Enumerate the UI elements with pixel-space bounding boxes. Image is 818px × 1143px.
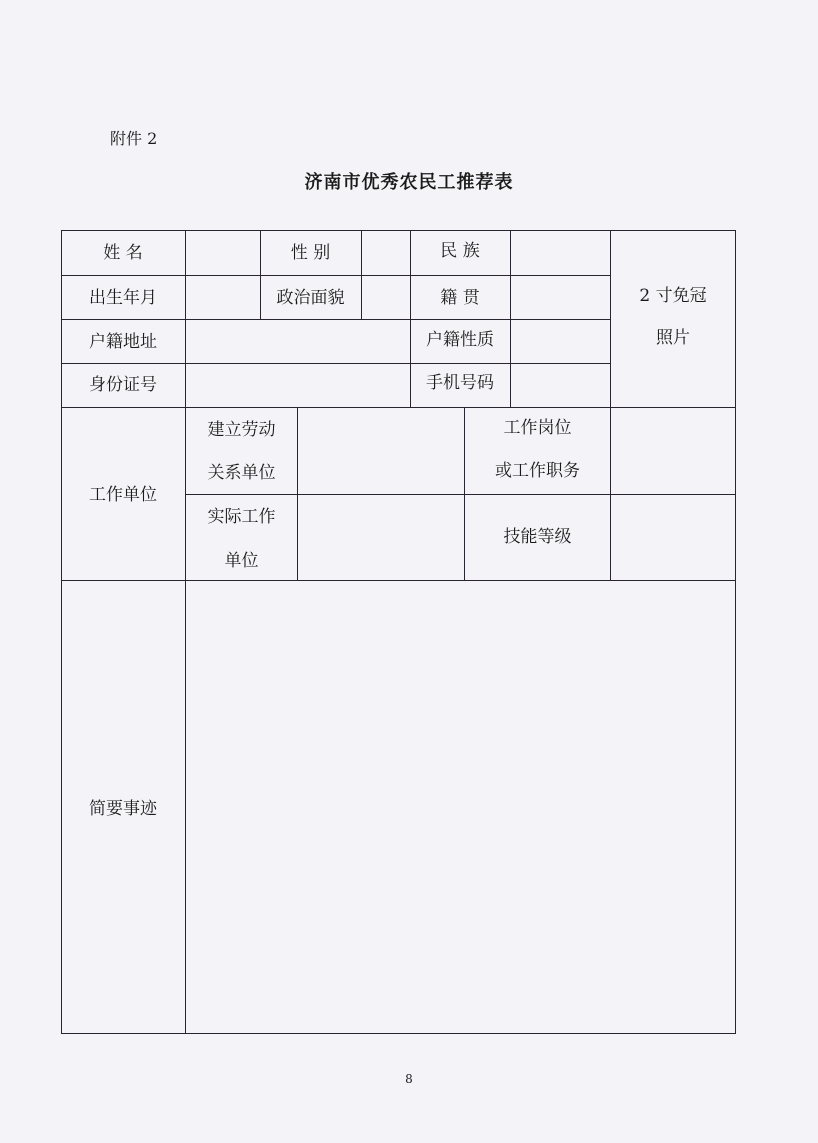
ethnicity-field[interactable] (511, 231, 610, 275)
name-field[interactable] (186, 231, 260, 275)
actual-work-unit-field[interactable] (298, 495, 464, 580)
household-type-label: 户籍性质 (426, 330, 494, 350)
phone-number-label: 手机号码 (426, 373, 494, 393)
attachment-label: 附件 2 (110, 129, 158, 148)
photo-label: 照片 (656, 328, 690, 348)
form-title: 济南市优秀农民工推荐表 (304, 172, 514, 193)
actual-work-unit-label-line2: 单位 (224, 551, 259, 571)
gender-label: 性 别 (290, 243, 331, 263)
id-number-label: 身份证号 (89, 375, 157, 395)
native-place-field[interactable] (511, 276, 610, 319)
gender-field[interactable] (362, 231, 410, 275)
ethnicity-label: 民 族 (440, 241, 480, 261)
job-position-label-line1: 工作岗位 (503, 418, 572, 438)
page-number: 8 (405, 1072, 413, 1086)
actual-work-unit-label-line1: 实际工作 (207, 507, 276, 527)
birth-date-field[interactable] (186, 276, 260, 319)
work-unit-label: 工作单位 (89, 485, 157, 505)
household-address-field[interactable] (186, 320, 410, 363)
labor-relation-unit-field[interactable] (298, 408, 464, 494)
job-position-label-line2: 或工作职务 (495, 461, 580, 481)
table-border-right (735, 230, 736, 1034)
photo-box[interactable] (611, 231, 735, 407)
skill-level-field[interactable] (611, 495, 735, 580)
phone-number-field[interactable] (511, 364, 610, 407)
skill-level-label: 技能等级 (503, 527, 572, 547)
brief-deeds-field[interactable] (186, 581, 735, 1033)
household-type-field[interactable] (511, 320, 610, 363)
brief-deeds-label: 简要事迹 (89, 799, 157, 819)
id-number-field[interactable] (186, 364, 410, 407)
labor-relation-unit-label-line1: 建立劳动 (207, 420, 276, 440)
name-label: 姓 名 (103, 243, 143, 263)
table-border-bottom (61, 1033, 736, 1034)
birth-date-label: 出生年月 (89, 288, 157, 308)
job-position-field[interactable] (611, 408, 735, 494)
photo-size-label: 2 寸免冠 (639, 286, 707, 306)
household-address-label: 户籍地址 (89, 332, 157, 352)
labor-relation-unit-label-line2: 关系单位 (207, 463, 276, 483)
native-place-label: 籍 贯 (440, 288, 480, 308)
political-status-label: 政治面貌 (276, 288, 345, 308)
political-status-field[interactable] (362, 276, 410, 319)
